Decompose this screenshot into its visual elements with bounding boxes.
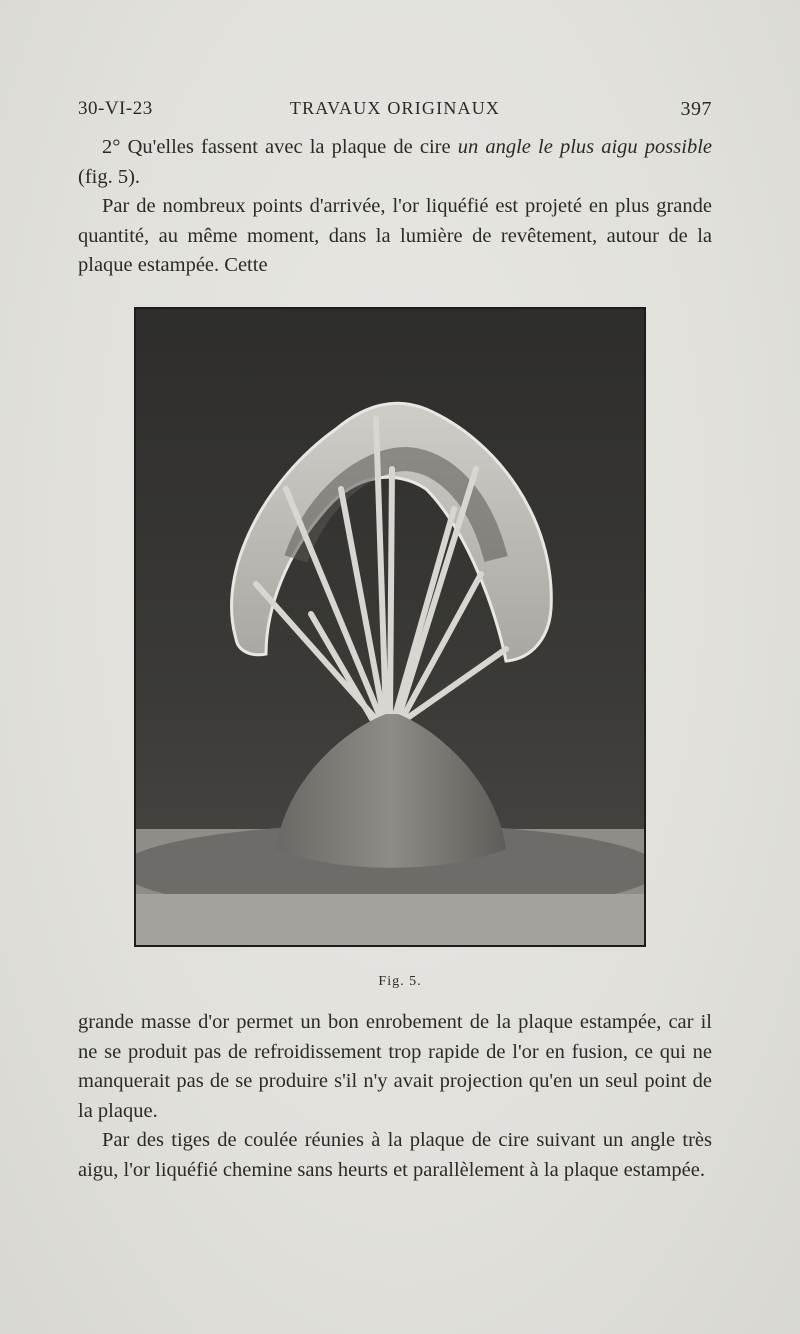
emphasis-angle: un angle le plus aigu possible: [457, 136, 713, 158]
paragraph-gold-mass: grande masse d'or permet un bon enrobement de la plaque estampée, car il ne se produit pas de refroidissement trop rapide de l'or en fusion, ce qui ne manquerait pas de se produire s'il n'y avait projection qu'en un seul point de la plaque.: [78, 1011, 712, 1122]
header-title: TRAVAUX ORIGINAUX: [289, 98, 501, 118]
page-number: 397: [680, 98, 712, 120]
casting-sprue-photo: [136, 309, 644, 945]
running-header: [78, 96, 712, 124]
header-date: 30-VI-23: [78, 98, 153, 119]
figure-caption: Fig. 5.: [378, 974, 422, 989]
text-block-top: [78, 133, 712, 281]
text-block-bottom: [78, 1008, 712, 1185]
paragraph-sprue-rods: Par des tiges de coulée réunies à la plaque de cire suivant un angle très aigu, l'or liquéfié chemine sans heurts et parallèlement à la plaque estampée.: [78, 1129, 712, 1181]
figure-photo: [134, 307, 646, 947]
paragraph-condition-2: 2° Qu'elles fassent avec la plaque de cire un angle le plus aigu possible (fig. 5).: [78, 136, 713, 188]
paragraph-arrival-points: Par de nombreux points d'arrivée, l'or liquéfié est projeté en plus grande quantité, au même moment, dans la lumière de revêtement, autour de la plaque estampée. Cette: [78, 195, 712, 276]
